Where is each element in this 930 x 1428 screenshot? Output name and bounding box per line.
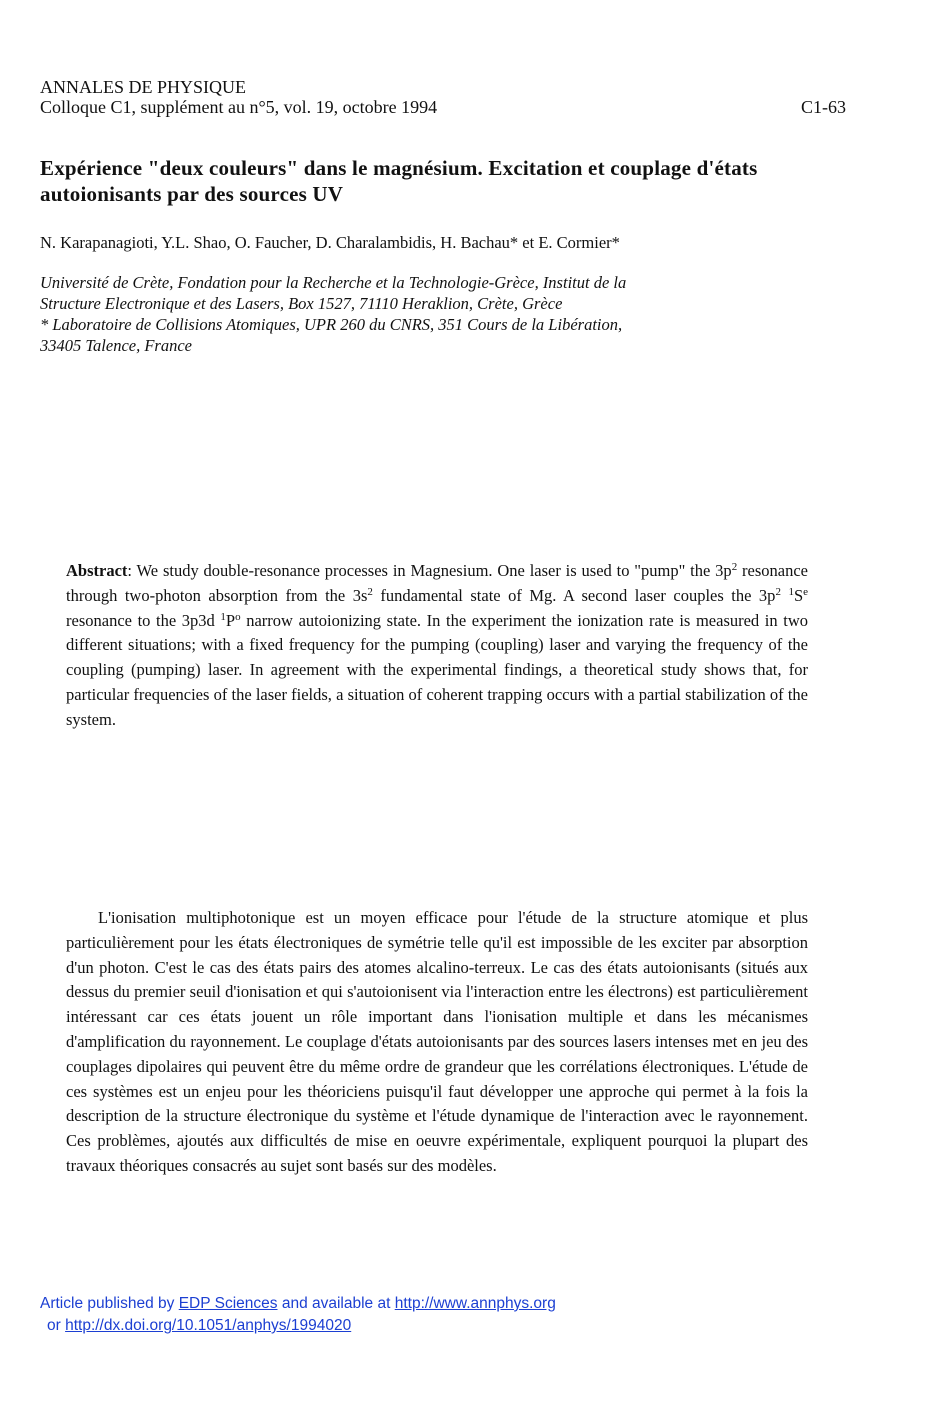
affiliation-line: Structure Electronique et des Lasers, Box 1527, 71110 Heraklion, Crète, Grèce <box>40 294 563 313</box>
abstract-text: resonance through two-photon absorption from the 3s <box>66 561 808 605</box>
journal-site-link[interactable]: http://www.annphys.org <box>394 1295 556 1312</box>
superscript: o <box>235 610 241 623</box>
publication-footer <box>40 1293 556 1337</box>
publisher-link[interactable]: EDP Sciences <box>178 1295 278 1312</box>
abstract <box>66 559 808 733</box>
doi-link[interactable]: http://dx.doi.org/10.1051/anphys/1994020 <box>65 1317 352 1334</box>
abstract-text: : We study double-resonance processes in Magnesium. One laser is used to "pump" the 3p <box>127 561 732 580</box>
superscript: 2 <box>367 585 373 598</box>
abstract-text: S <box>793 585 804 605</box>
journal-name: ANNALES DE PHYSIQUE <box>40 77 246 97</box>
abstract-label: Abstract <box>66 561 128 580</box>
superscript: 2 <box>731 561 738 573</box>
footer-text: Article published by <box>40 1295 179 1312</box>
footer-text: and available at <box>277 1295 395 1312</box>
superscript: 1 <box>788 585 794 598</box>
affiliation-line: * Laboratoire de Collisions Atomiques, UPR 260 du CNRS, 351 Cours de la Libération, <box>40 315 623 334</box>
affiliation-line: Université de Crète, Fondation pour la Recherche et la Technologie-Grèce, Institut de la <box>40 273 627 292</box>
footer-line-2 <box>40 1315 556 1337</box>
superscript: 1 <box>220 610 226 623</box>
footer-line-1 <box>40 1293 556 1315</box>
superscript: 2 <box>775 585 781 598</box>
superscript: e <box>803 585 809 598</box>
author-list: N. Karapanagioti, Y.L. Shao, O. Faucher, D. Charalambidis, H. Bachau* et E. Cormier* <box>40 233 620 252</box>
page-number: C1-63 <box>801 97 846 117</box>
abstract-text: resonance to the 3p3d <box>66 610 221 630</box>
footer-text: or <box>47 1317 66 1334</box>
issue-info: Colloque C1, supplément au n°5, vol. 19, octobre 1994 <box>40 97 438 117</box>
abstract-text: narrow autoionizing state. In the experiment the ionization rate is measured in two different situations; with a fixed frequency for the pumping (coupling) laser and varying the frequency of the coupling (pumping) laser. In agreement with the experimental findings, a theoretical study shows that, for particular frequencies of the laser fields, a situation of coherent trapping occurs with a partial stabilization of the system. <box>66 610 808 729</box>
affiliations <box>40 272 820 356</box>
abstract-text: fundamental state of Mg. A second laser couples the 3p <box>372 585 776 605</box>
body-paragraph: L'ionisation multiphotonique est un moyen efficace pour l'étude de la structure atomique et plus particulièrement pour les états électroniques de symétrie telle qu'il est impossible de les exciter par absorption d'un photon. C'est le cas des états pairs des atomes alcalino-terreux. Le cas des états autoionisants (situés aux dessus du premier seuil d'ionisation et qui s'autoionisent via l'interaction entre les électrons) est particulièrement intéressant car ces états jouent un rôle important dans l'ionisation multiple et dans les mécanismes d'amplification du rayonnement. Le couplage d'états autoionisants par des sources lasers intenses met en jeu des couplages dipolaires qui peuvent être du même ordre de grandeur que les corrélations électroniques. L'étude de ces systèmes est un enjeu pour les théoriciens puisqu'il faut développer une approche qui permet à la fois la description de la structure électronique du système et l'étude dynamique de l'interaction avec le rayonnement. Ces problèmes, ajoutés aux difficultés de mise en oeuvre expérimentale, expliquent pourquoi la plupart des travaux théoriques consacrés au sujet sont basés sur des modèles. <box>66 908 808 1175</box>
article-title: Expérience "deux couleurs" dans le magnésium. Excitation et couplage d'états autoionisants par des sources UV <box>40 156 758 206</box>
abstract-text: P <box>225 610 236 630</box>
affiliation-line: 33405 Talence, France <box>40 336 192 355</box>
